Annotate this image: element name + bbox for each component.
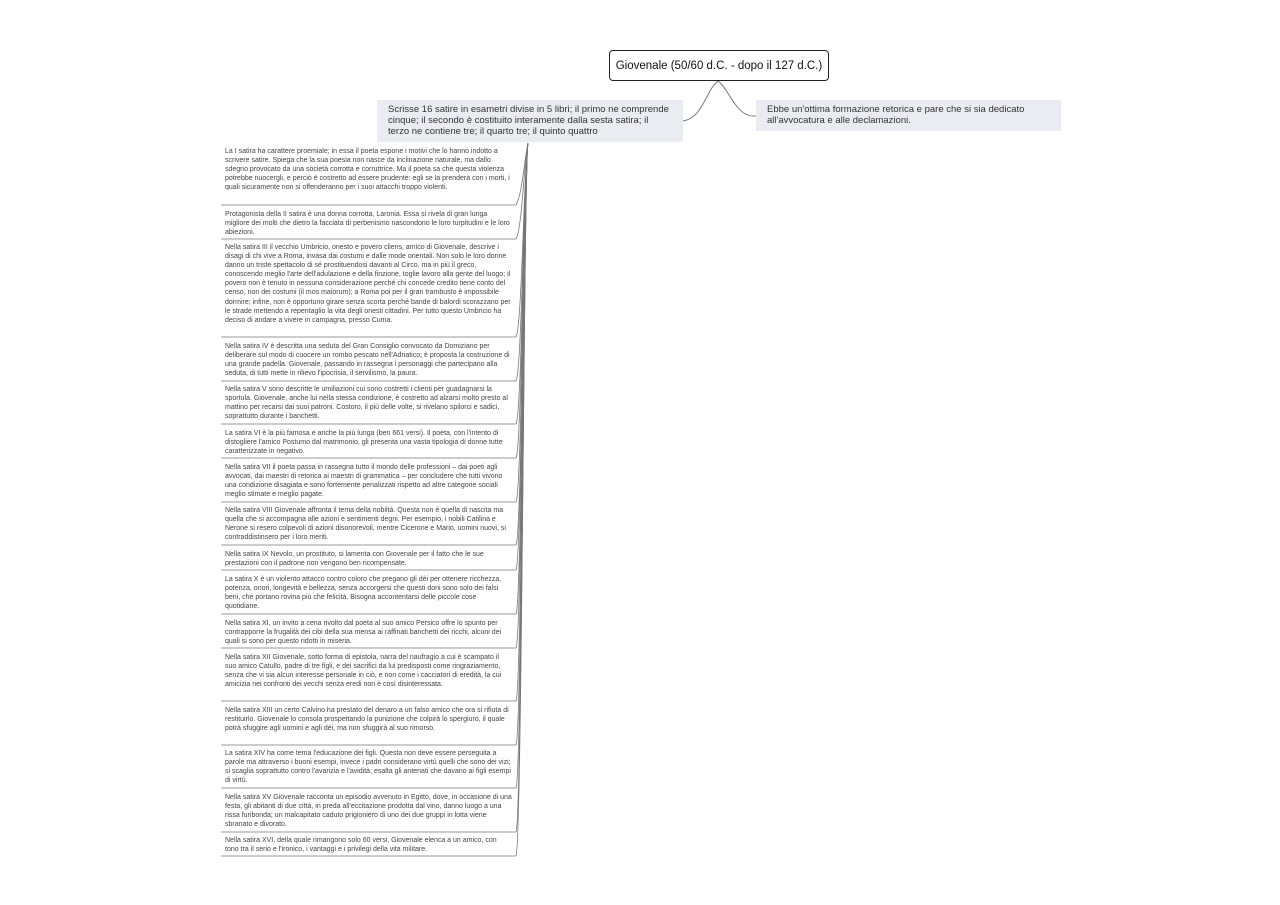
satire-node-2[interactable]: Protagonista della II satira è una donna corrotta, Laronia. Essa si rivela di gran lunga migliore dei molti che dietro la facciata di perbenismo nascondono le loro turpitudini e le loro abiezioni. [225, 211, 510, 237]
satire-node-11[interactable]: Nella satira XI, un invito a cena rivolto dal poeta al suo amico Persico offre lo spunto per contrapporre la frugalità dei cibi della sua mensa ai raffinati banchetti dei ricchi, alcuni dei quali si sono per questo ridotti in miseria. [225, 620, 502, 646]
branch-education-text: Ebbe un'ottima formazione retorica e pare che si sia dedicato all'avvocatura e alle declamazioni. [767, 104, 1025, 126]
satire-node-3[interactable]: Nella satira III il vecchio Umbricio, onesto e povero cliens, amico di Giovenale, descrive i disagi di chi vive a Roma, invasa dai costumi e dalle mode orientali. Non solo le loro donne danno un triste spettacolo di sé prostituendosi davanti al Circo, ma in più il greco, conoscendo meglio l'arte dell'adulazione e della finzione, toglie lavoro alla gente del luogo; il povero non è tenuto in nessuna considerazione perché chi concede credito tiene conto del censo, non dei costumi (il mos maiorum); a Roma poi per il gran trambusto è impossibile dormire; infine, non è opportuno girare senza scorta perché bande di balordi scorazzano per le strade mettendo a repentaglio la vita degli onesti cittadini. Per tutto questo Umbricio ha deciso di andare a vivere in campagna, presso Cuma. [225, 244, 511, 324]
satire-node-8[interactable]: Nella satira VIII Giovenale affronta il tema della nobiltà. Questa non è quella di nascita ma quella che si accompagna alle azioni e sentimenti degni. Per esempio, i nobili Catilina e Nerone si resero colpevoli di azioni disonorevoli, mentre Cicerone e Mario, uomini nuovi, si contraddistinsero per i loro meriti. [225, 507, 506, 542]
branch-works-text: Scrisse 16 satire in esametri divise in 5 libri; il primo ne comprende cinque; il secondo è costituito interamente dalla sesta satira; il terzo ne contiene tre; il quarto tre; il quinto quattro [388, 104, 669, 137]
branch-education[interactable] [756, 100, 1061, 131]
satire-node-7[interactable]: Nella satira VII il poeta passa in rassegna tutto il mondo delle professioni – dai poeti agli avvocati, dai maestri di retorica ai maestri di grammatica – per concludere che tutti vivono una condizione disagiata e sono fortemente penalizzati rispetto ad altre categorie sociali meglio stimate e meglio pagate. [225, 464, 503, 499]
connector-root-right [718, 81, 756, 116]
satire-node-1[interactable]: La I satira ha carattere proemiale; in essa il poeta espone i motivi che lo hanno indotto a scrivere satire. Spiega che la sua poesia non nasce da inclinazione naturale, ma dallo sdegno provocato da una società corrotta e corruttrice. Ma il poeta sa che questa violenza potrebbe nuocergli, e perciò è costretto ad essere prudente: egli se la prenderà con i morti, i quali sicuramente non si offenderanno per i suoi attacchi troppo violenti. [225, 148, 510, 192]
satire-node-4[interactable]: Nella satira IV è descritta una seduta del Gran Consiglio convocato da Domiziano per deliberare sul modo di cuocere un rombo pescato nell'Adriatico; è proposta la costruzione di una grande padella. Giovenale, passando in rassegna i personaggi che partecipano alla seduta, di tutti mette in rilievo l'ipocrisia, il servilismo, la paura. [225, 343, 510, 378]
branch-works[interactable] [377, 100, 683, 142]
root-topic[interactable] [609, 50, 829, 81]
satire-node-6[interactable]: La satira VI è la più famosa e anche la più lunga (ben 661 versi). Il poeta, con l'intento di distogliere l'amico Postumo dal matrimonio, gli presenta una vasta tipologia di donne tutte caratterizzate in negativo. [225, 430, 503, 456]
satire-node-16[interactable]: Nella satira XVI, della quale rimangono solo 60 versi, Giovenale elenca a un amico, con tono tra il serio e l'ironico, i vantaggi e i privilegi della vita militare. [225, 837, 497, 854]
satire-node-5[interactable]: Nella satira V sono descritte le umiliazioni cui sono costretti i clienti per guadagnarsi la sportula. Giovenale, anche lui nella stessa condizione, è costretto ad alzarsi molto presto al mattino per recarsi dai suoi patroni. Costoro, il più delle volte, si rivelano spilorci e sadici, soprattutto durante i banchetti. [225, 386, 508, 421]
satire-node-10[interactable]: La satira X è un violento attacco contro coloro che pregano gli dèi per ottenere ricchezza, potenza, onori, longevità e bellezza, senza accorgersi che questi doni sono solo dei falsi beni, che portano rovina più che felicità. Bisogna accontentarsi delle piccole cose quotidiane. [225, 576, 502, 611]
satire-node-13[interactable]: Nella satira XIII un certo Calvino ha prestato del denaro a un falso amico che ora si rifiuta di restituirlo. Giovenale lo consola prospettando la punizione che colpirà lo spergiuro, il quale potrà sfuggire agli uomini e agli dèi, ma non sfuggirà al suo rimorso. [225, 707, 509, 733]
satire-node-12[interactable]: Nella satira XII Giovenale, sotto forma di epistola, narra del naufragio a cui è scampato il suo amico Catullo, padre di tre figli, e dei sacrifici da lui predisposti come ringraziamento, senza che vi sia alcun interesse personale in ciò, e non come i cacciatori di eredità, la cui amicizia nei confronti dei vecchi senza eredi non è così disinteressata. [225, 654, 502, 689]
root-topic-label: Giovenale (50/60 d.C. - dopo il 127 d.C.) [615, 59, 823, 72]
satire-node-14[interactable]: La satira XIV ha come tema l'educazione dei figli. Questa non deve essere perseguita a parole ma attraverso i buoni esempi, invece i padri considerano virtù quelli che sono dei vizi; si scaglia soprattutto contro l'avarizia e l'avidità; esalta gli antenati che davano ai figli esempi di virtù. [225, 750, 511, 785]
satire-node-15[interactable]: Nella satira XV Giovenale racconta un episodio avvenuto in Egitto, dove, in occasione di una festa, gli abitanti di due città, in preda all'eccitazione prodotta dal vino, danno luogo a una rissa furibonda; un malcapitato caduto prigioniero di uno dei due gruppi in lotta viene sbranato e divorato. [225, 794, 512, 829]
satire-node-9[interactable]: Nella satira IX Nevolo, un prostituto, si lamenta con Giovenale per il fatto che le sue prestazioni con il padrone non vengono ben ricompensate. [225, 551, 484, 568]
connector-root-left [683, 81, 718, 121]
